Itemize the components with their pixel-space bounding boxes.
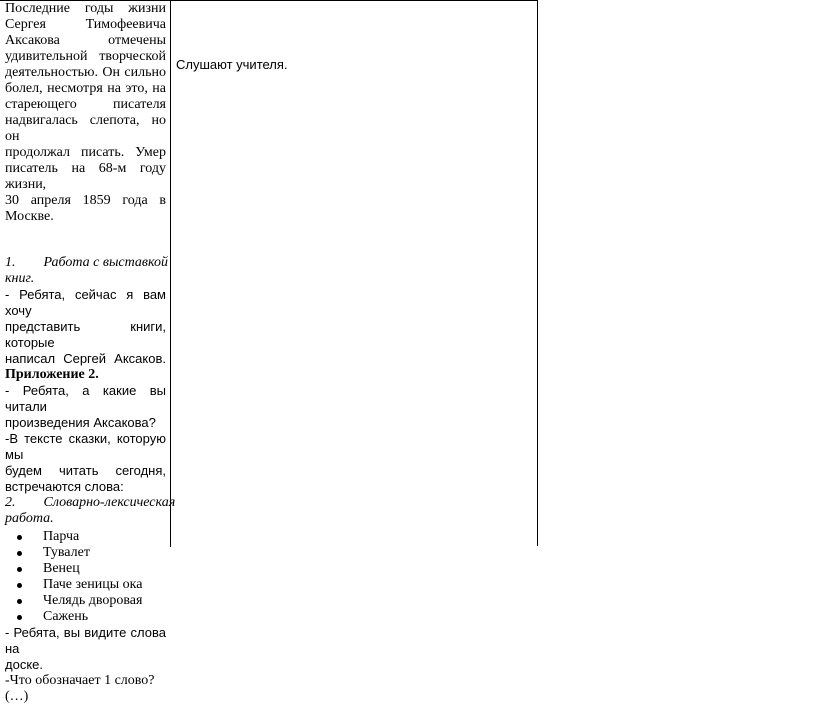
teacher-line: доске.: [5, 657, 43, 672]
intro-line: деятельностью. Он сильно: [5, 65, 166, 80]
list-item: Паче зеницы ока: [5, 577, 166, 593]
section-1-heading-cont: книг.: [5, 271, 35, 286]
intro-line: Аксакова отмечены: [5, 33, 166, 48]
intro-line: надвигалась слепота, но он: [5, 113, 166, 144]
teacher-line: - Ребята, сейчас я вам хочу: [5, 287, 166, 318]
bullet-icon: [17, 615, 22, 620]
intro-line: Последние годы жизни: [5, 1, 166, 16]
teacher-line: произведения Аксакова?: [5, 415, 156, 430]
vocabulary-list: [5, 529, 166, 625]
intro-line: 30 апреля 1859 года в: [5, 193, 166, 208]
section-1-heading: 1. Работа с выставкой: [5, 255, 169, 270]
intro-line: стареющего писателя: [5, 97, 166, 112]
list-item: Тувалет: [5, 545, 166, 561]
teacher-line: -Что обозначает 1 слово? (…): [5, 673, 155, 704]
intro-line: удивительной творческой: [5, 49, 166, 64]
teacher-activity-column: [0, 1, 176, 704]
teacher-line: -В тексте сказки, которую мы: [5, 431, 166, 462]
teacher-line: - Ребята, вы видите слова на: [5, 625, 166, 656]
list-item: Парча: [5, 529, 166, 545]
intro-line: болел, несмотря на это, на: [5, 81, 166, 96]
bullet-icon: [17, 567, 22, 572]
bullet-icon: [17, 535, 22, 540]
appendix-label: Приложение 2.: [5, 367, 99, 382]
teacher-activity-text: [5, 1, 176, 705]
list-item: Венец: [5, 561, 166, 577]
intro-line: продолжал писать. Умер: [5, 145, 166, 160]
intro-line: Москве.: [5, 209, 54, 224]
intro-line: Сергея Тимофеевича: [5, 17, 166, 32]
teacher-line: написал Сергей Аксаков.: [5, 351, 166, 366]
teacher-line: будем читать сегодня,: [5, 463, 166, 478]
teacher-line: встречаются слова:: [5, 479, 124, 494]
bullet-icon: [17, 551, 22, 556]
bullet-icon: [17, 599, 22, 604]
intro-line: писатель на 68-м году жизни,: [5, 161, 166, 192]
section-2-heading-cont: работа.: [5, 511, 54, 526]
list-item: Челядь дворовая: [5, 593, 166, 609]
teacher-line: - Ребята, а какие вы читали: [5, 383, 166, 414]
bullet-icon: [17, 583, 22, 588]
teacher-line: представить книги, которые: [5, 319, 166, 350]
section-2-heading: 2. Словарно-лексическая: [5, 495, 176, 510]
student-activity-cell: Слушают учителя.: [176, 57, 288, 72]
list-item: Сажень: [5, 609, 166, 625]
